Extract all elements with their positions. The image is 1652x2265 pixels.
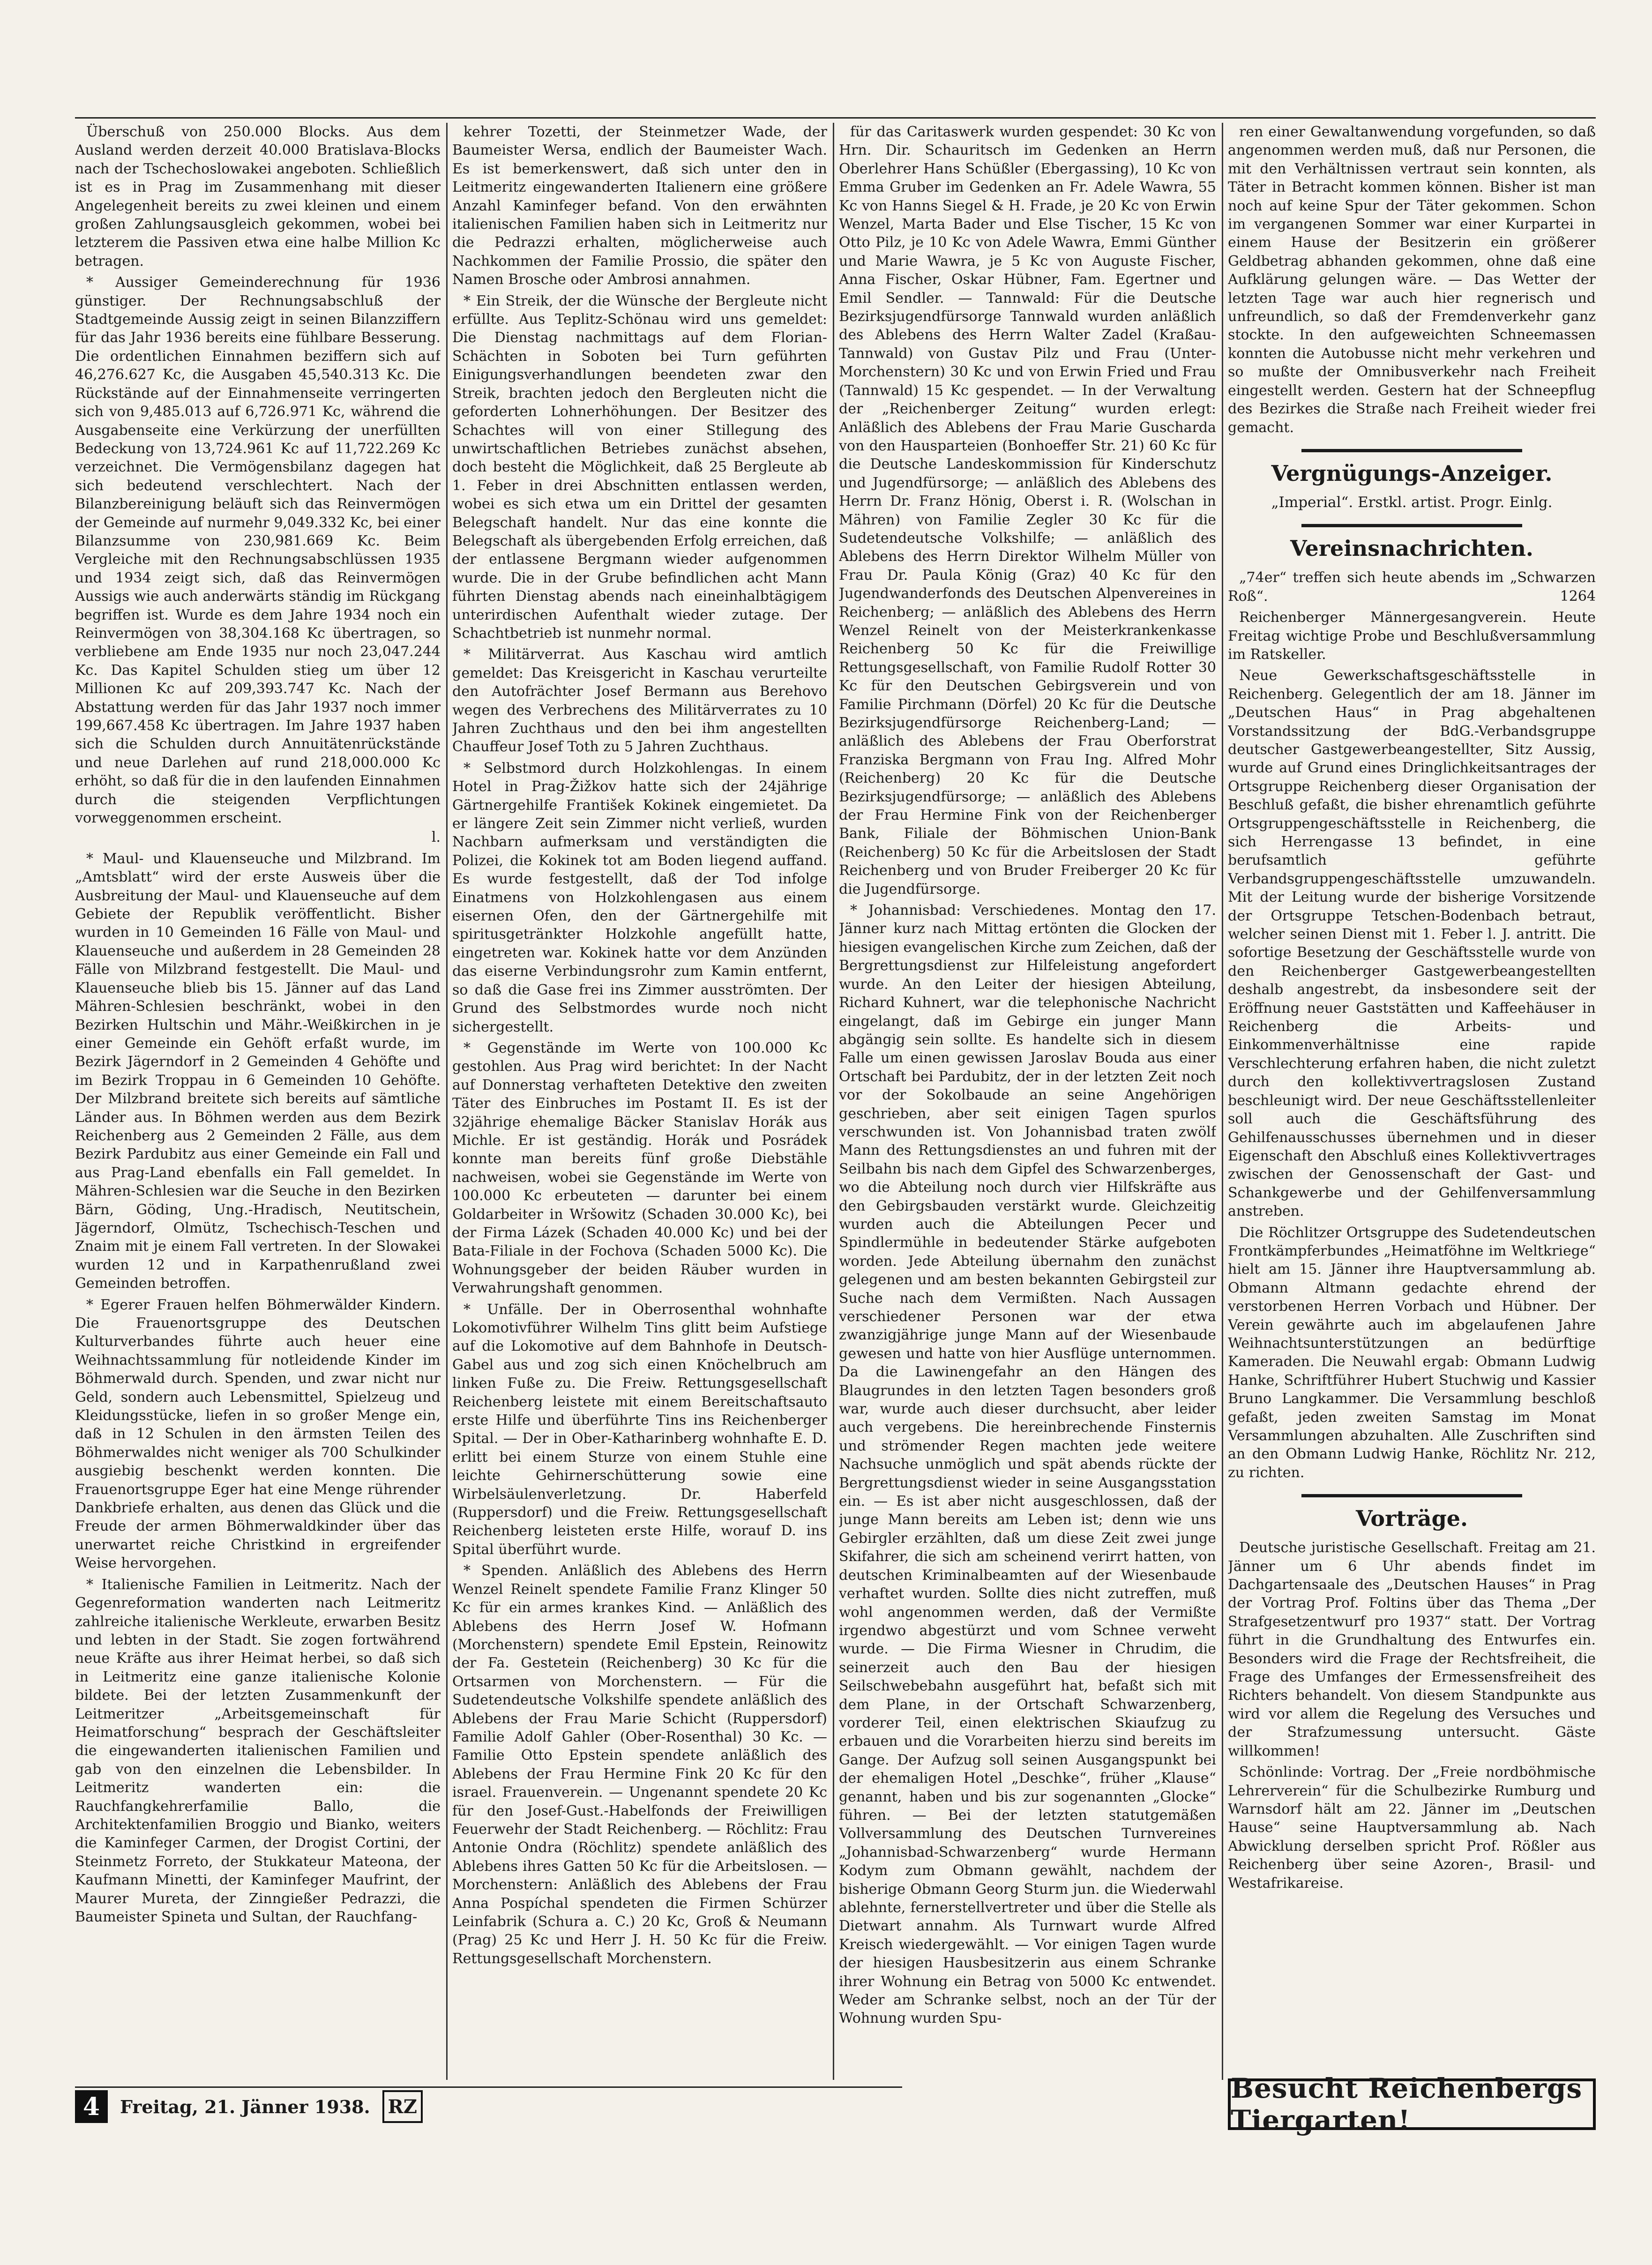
column-divider <box>1222 123 1223 2080</box>
section-heading-vortraege: Vorträge. <box>1355 1506 1468 1532</box>
page-footer <box>75 2088 423 2125</box>
notice-frontkaempferbund: Die Röchlitzer Ortsgruppe des Sudetendeutschen Frontkämpferbundes „Heimatföhne im Weltkriege“ hielt am 15. Jänner ihre Hauptversammlung ab. Obmann Altmann gedachte ehrend der verstorbenen Herren Vorbach und Hübner. Der Verein gewährte auch im abgelaufenen Jahre Weihnachtsunterstützungen an bedürftige Kameraden. Die Neuwahl ergab: Obmann Ludwig Hanke, Schriftführer Hubert Stuchwig und Kassier Bruno Langkammer. Die Versammlung beschloß gefaßt, jeden zweiten Samstag im Monat Versammlungen abzuhalten. Alle Zuschriften sind an den Obmann Ludwig Hanke, Röchlitz Nr. 212, zu richten. <box>1228 1224 1596 1481</box>
section-rule <box>1301 1494 1522 1497</box>
article-signature: l. <box>431 829 441 846</box>
article-italienische-familien: * Italienische Familien in Leitmeritz. Nach der Gegenreformation wanderten nach Leitmeritz zahlreiche italienische Werkleute, erwarben Besitz und lebten in der Stadt. Sie zogen fortwährend neue Kräfte aus ihrer Heimat herbei, so daß sich in Leitmeritz eine ganze italienische Kolonie bildete. Bei der letzten Zusammenkunft der Leitmeritzer „Arbeitsgemeinschaft für Heimatforschung“ besprach der Geschäftsleiter die eingewanderten italienischen Familien und gab von den einzelnen die Lebensbilder. In Leitmeritz wanderten ein: die Rauchfangkehrerfamilie Ballo, die Architektenfamilien Broggio und Bianko, weiters die Kaminfeger Carmen, der Drogist Cortini, der Steinmetz Forreto, der Stukkateur Mateona, der Kaufmann Minetti, der Kaminfeger Maufrint, der Maurer Mureta, der Zinngießer Pedrazzi, die Baumeister Spineta und Sultan, der Rauchfang- <box>75 1576 441 1925</box>
article-paragraph: kehrer Tozetti, der Steinmetzer Wade, der Baumeister Wersa, endlich der Baumeister Wach. Es ist bemerkenswert, daß sich unter den in Leitmeritz eingewanderten Italienern eine größere Anzahl Kaminfeger befand. Von den erwähnten italienischen Familien haben sich in Leitmeritz nur die Pedrazzi erhalten, möglicherweise auch Nachkommen der Familie Prossio, die später den Namen Brosche oder Ambrosi annahmen. <box>452 124 827 288</box>
column-1 <box>75 123 441 2080</box>
notice-schoenlinde: Schönlinde: Vortrag. Der „Freie nordböhmische Lehrerverein“ für die Schulbezirke Rumburg und Warnsdorf hält am 22. Jänner im „Deutschen Hause“ seine Hauptversammlung ab. Nach Abwicklung derselben spricht Prof. Rößler aus Reichenberg über seine Azoren-, Brasil- und Westafrikareise. <box>1228 1764 1596 1891</box>
article-aussig: * Aussiger Gemeinderechnung für 1936 günstiger. Der Rechnungsabschluß der Stadtgemeinde Aussig zeigt in seinen Bilanzziffern für das Jahr 1936 bereits eine fühlbare Besserung. Die ordentlichen Einnahmen beziffern sich auf 46,276.627 Kc, die Ausgaben 45,540.313 Kc. Die Rückstände auf der Einnahmenseite verringerten sich von 9,485.013 auf 6,726.971 Kc, während die Ausgabenseite eine Verkürzung der unerfüllten Bedeckung von 13,724.961 Kc auf 11,722.269 Kc verzeichnet. Die Vermögensbilanz dagegen hat sich bedeutend verschlechtert. Nach der Bilanzbereinigung beläuft sich das Reinvermögen der Gemeinde auf nurmehr 9,049.332 Kc, bei einer Bilanzsumme von 230,981.669 Kc. Beim Vergleiche mit den Rechnungsabschlüssen 1935 und 1934 zeigt sich, daß das Reinvermögen Aussigs wie auch anderwärts ständig im Rückgang begriffen ist. Wurde es dem Jahre 1934 noch ein Reinvermögen von 38,304.168 Kc übertragen, so verbliebene am Ende 1935 nur noch 23,047.244 Kc. Das Kapitel Schulden stieg um über 12 Millionen Kc auf 209,393.747 Kc. Nach der Abstattung werden für das Jahr 1937 noch immer 199,667.458 Kc übertragen. Im Jahre 1937 haben sich die Schulden durch Annuitätenrückstände und neue Darlehen auf rund 218,000.000 Kc erhöht, so daß für die in den laufenden Einnahmen durch die steigenden Verpflichtungen vorweggenommen erscheint. <box>75 274 441 827</box>
notice-number: 1264 <box>1560 588 1596 605</box>
article-johannisbad: * Johannisbad: Verschiedenes. Montag den 17. Jänner kurz nach Mittag ertönten die Glocken der hiesigen evangelischen Kirche zum Zeichen, daß der Bergrettungsdienst zur Hilfeleistung angefordert wurde. An den Leiter der hiesigen Abteilung, Richard Kuhnert, war die telephonische Nachricht eingelangt, daß im Gebirge ein junger Mann abgängig sein sollte. Es handelte sich in diesem Falle um einen gewissen Jaroslav Bouda aus einer Ortschaft bei Pardubitz, der in der letzten Zeit noch vor der Sokolbaude an seine Angehörigen geschrieben, aber seit einigen Tagen spurlos verschwunden ist. Von Johannisbad traten zwölf Mann des Rettungsdienstes an und fuhren mit der Seilbahn bis nach dem Gipfel des Schwarzenberges, wo die Abteilung noch durch vier Hilfskräfte aus den Gebirgsbauden verstärkt wurde. Gleichzeitig wurden auch die Abteilungen Pecer und Spindlermühle in bedeutender Stärke aufgeboten worden. Jede Abteilung übernahm den zunächst gelegenen und am besten bekannten Gebirgsteil zur Suche nach dem Vermißten. Nach Aussagen verschiedener Personen war der etwa zwanzigjährige junge Mann auf der Wiesenbaude gewesen und hatte von hier Ausflüge unternommen. Da die Lawinengefahr an den Hängen des Blaugrundes in den letzten Tagen besonders groß war, wurde auch dieser durchsucht, aber leider auch vergebens. Die hereinbrechende Finsternis und strömender Regen machten jede weitere Nachsuche unmöglich und spät abends rückte der Bergrettungsdienst wieder in seine Ausgangsstation ein. — Es ist aber nicht ausgeschlossen, daß der junge Mann bereits am Leben ist; denn wie uns Gebirgler erzählten, daß um diese Zeit zwei junge Skifahrer, die sich am scheinend verirrt hatten, von deutschen Kriminalbeamten auf der Wiesenbaude verhaftet wurden. Sollte dies nicht zutreffen, muß wohl angenommen werden, daß der Vermißte irgendwo abgestürzt und vom Schnee verweht wurde. — Die Firma Wiesner in Chrudim, die seinerzeit auch den Bau der hiesigen Seilschwebebahn ausgeführt hat, befaßt sich mit dem Plane, in der Ortschaft Schwarzenberg, vorderer Teil, einen elektrischen Skiaufzug zu erbauen und die Vorarbeiten hierzu sind bereits im Gange. Der Aufzug soll seinen Ausgangspunkt bei der ehemaligen Hotel „Deschke“, früher „Klause“ genannt, haben und bis zur sogenannten „Glocke“ führen. — Bei der letzten statutgemäßen Vollversammlung des Deutschen Turnvereines „Johannisbad-Schwarzenberg“ wurde Hermann Kodym zum Obmann gewählt, nachdem der bisherige Obmann Georg Sturm jun. die Wiederwahl ablehnte, fernerstellvertreter und über die Stelle als Dietwart annahm. Als Turnwart wurde Alfred Kreisch wiedergewählt. — Vor einigen Tagen wurde der hiesigen Hausbesitzerin aus einem Schranke ihrer Wohnung ein Betrag von 5000 Kc entwendet. Weder am Schranke selbst, noch an der Tür der Wohnung wurden Spu- <box>839 902 1216 2027</box>
column-divider <box>446 123 448 2080</box>
section-rule <box>1301 449 1522 452</box>
article-spenden: * Spenden. Anläßlich des Ablebens des Herrn Wenzel Reinelt spendete Familie Franz Klinger 50 Kc für ein armes krankes Kind. — Anläßlich des Ablebens des Herrn Josef W. Hofmann (Morchenstern) spendete Emil Epstein, Reinowitz der Fa. Gestetein (Reichenberg) 30 Kc für die Ortsarmen von Morchenstern. — Für die Sudetendeutsche Volkshilfe spendete anläßlich des Ablebens der Frau Marie Schicht (Ruppersdorf) Familie Adolf Gahler (Ober-Rosenthal) 30 Kc. — Familie Otto Epstein spendete anläßlich des Ablebens der Frau Hermine Fink 20 Kc für den israel. Frauenverein. — Ungenannt spendete 20 Kc für den Josef-Gust.-Habelfonds der Freiwilligen Feuerwehr der Stadt Reichenberg. — Röchlitz: Frau Antonie Ondra (Röchlitz) spendete anläßlich des Ablebens ihres Gatten 50 Kc für die Arbeitslosen. — Morchenstern: Anläßlich des Ablebens der Frau Anna Pospíchal spendeten die Firmen Schürzer Leinfabrik (Schura a. C.) 20 Kc, Groß & Neumann (Prag) 25 Kc und Herr J. H. 50 Kc für die Freiw. Rettungsgesellschaft Morchenstern. <box>452 1562 827 1967</box>
ad-banner-tiergarten: Besucht Reichenbergs Tiergarten! <box>1228 2078 1596 2130</box>
section-heading-vergnuegungs-anzeiger: Vergnügungs-Anzeiger. <box>1271 460 1553 486</box>
column-4 <box>1228 123 1596 2080</box>
section-rule <box>1301 524 1522 527</box>
article-egerer-frauen: * Egerer Frauen helfen Böhmerwälder Kindern. Die Frauenortsgruppe des Deutschen Kulturverbandes führte auch heuer eine Weihnachtssammlung für notleidende Kinder im Böhmerwald durch. Spenden, und zwar nicht nur Geld, sondern auch Lebensmittel, Spielzeug und Kleidungsstücke, liefen in so großer Menge ein, daß in 12 Schulen in den ärmsten Teilen des Böhmerwaldes nicht weniger als 700 Schulkinder ausgiebig beschenkt werden konnten. Die Frauenortsgruppe Eger hat eine Menge rührender Dankbriefe erhalten, aus denen das Glück und die Freude der armen Böhmerwaldkinder über das unerwartet reiche Christkind in ergreifender Weise hervorgehen. <box>75 1296 441 1572</box>
newspaper-logo: RZ <box>382 2090 423 2123</box>
column-3 <box>839 123 1216 2080</box>
notice-gewerkschaft: Neue Gewerkschaftsgeschäftsstelle in Reichenberg. Gelegentlich der am 18. Jänner im „Deutschen Haus“ in Prag abgehaltenen Vorstandssitzung der BdG.-Verbandsgruppe deutscher Gastgewerbeangestellter, Sitz Aussig, wurde auf Grund eines Dringlichkeitsantrages der Ortsgruppe Reichenberg dieser Organisation der Beschluß gefaßt, die bisher ehrenamtlich geführte Ortsgruppengeschäftsstelle in Reichenberg, die sich Herrengasse 13 befindet, in eine berufsamtlich geführte Verbandsgruppengeschäftsstelle umzuwandeln. Mit der Leitung wurde der bisherige Vorsitzende der Ortsgruppe Tetschen-Bodenbach betraut, welcher seinen Dienst mit 1. Feber l. J. antritt. Die sofortige Besetzung der Geschäftsstelle wurde von den Reichenberger Gastgewerbeangestellten deshalb angestrebt, da insbesondere seit der Eröffnung neuer Gaststätten und Kaffeehäuser in Reichenberg die Arbeits- und Einkommenverhältnisse eine rapide Verschlechterung erfahren haben, die nicht zuletzt durch den kollektivvertragslosen Zustand beschleunigt wird. Der neue Geschäftsstellenleiter soll auch die Geschäftsführung des Gehilfenausschusses übernehmen und in dieser Eigenschaft den Abschluß eines Kollektivvertrages zwischen der Genossenschaft der Gast- und Schankgewerbe und der Gehilfenversammlung anstreben. <box>1228 667 1596 1220</box>
notice-74er-text: „74er“ treffen sich heute abends im „Schwarzen Roß“. <box>1228 569 1596 605</box>
section-heading-vereinsnachrichten: Vereinsnachrichten. <box>1290 536 1533 561</box>
top-rule <box>75 117 1596 119</box>
column-2 <box>452 123 827 2080</box>
article-maul-klauenseuche: * Maul- und Klauenseuche und Milzbrand. Im „Amtsblatt“ wird der erste Ausweis über die Ausbreitung der Maul- und Klauenseuche auf dem Gebiete der Republik veröffentlicht. Bisher wurden in 10 Gemeinden 16 Fälle von Maul- und Klauenseuche und außerdem in 28 Gemeinden 28 Fälle von Milzbrand festgestellt. Die Maul- und Klauenseuche blieb bis 15. Jänner auf das Land Mähren-Schlesien beschränkt, wobei in den Bezirken Hultschin und Mähr.-Weißkirchen in je einer Gemeinde ein Gehöft erfaßt wurde, im Bezirk Jägerndorf in 2 Gemeinden 4 Gehöfte und im Bezirk Troppau in 6 Gemeinden 10 Gehöfte. Der Milzbrand breitete sich bereits auf sämtliche Länder aus. In Böhmen werden aus dem Bezirk Reichenberg aus 2 Gemeinden 2 Fälle, aus dem Bezirk Pardubitz aus einer Gemeinde ein Fall und aus Prag-Land ebenfalls ein Fall gemeldet. In Mähren-Schlesien war die Seuche in den Bezirken Bärn, Göding, Ung.-Hradisch, Neutitschein, Jägerndorf, Olmütz, Tschechisch-Teschen und Znaim mit je einem Fall vertreten. In der Slowakei wurden 12 und in Karpathenrußland zwei Gemeinden betroffen. <box>75 850 441 1292</box>
article-diebstahl: * Gegenstände im Werte von 100.000 Kc gestohlen. Aus Prag wird berichtet: In der Nacht auf Donnerstag verhafteten Detektive den zweiten Täter des Einbruches im Postamt II. Es ist der 32jährige ehemalige Bäcker Stanislav Horák aus Michle. Er ist geständig. Horák und Posrádek konnte man bereits fünf große Diebstähle nachweisen, wobei sie Gegenstände im Werte von 100.000 Kc erbeuteten — darunter bei einem Goldarbeiter in Wršowitz (Schaden 30.000 Kc), bei der Firma Lázek (Schaden 40.000 Kc) und bei der Bata-Filiale in der Fochova (Schaden 5000 Kc). Die Wohnungsgeber der beiden Räuber wurden in Verwahrungshaft genommen. <box>452 1039 827 1297</box>
article-spenden-cont: für das Caritaswerk wurden gespendet: 30 Kc von Hrn. Dir. Schauritsch im Gedenken an Herrn Oberlehrer Hans Schüßler (Ebergassing), 10 Kc von Emma Gruber im Gedenken an Fr. Adele Wawra, 55 Kc von Hanns Siegel & H. Frade, je 20 Kc von Erwin Wenzel, Marta Bader und Else Tischer, 15 Kc von Otto Pilz, je 10 Kc von Adele Wawra, Emmi Günther und Marie Wawra, je 5 Kc von Auguste Fischer, Anna Fischer, Oskar Hübner, Fam. Egertner und Emil Sendler. — Tannwald: Für die Deutsche Bezirksjugendfürsorge Tannwald wurden anläßlich des Ablebens des Herrn Walter Zadel (Kraßau-Tannwald) von Gustav Pilz und Frau (Unter-Morchenstern) 30 Kc und von Erwin Fried und Frau (Tannwald) 15 Kc gespendet. — In der Verwaltung der „Reichenberger Zeitung“ wurden erlegt: Anläßlich des Ablebens der Frau Marie Guscharda von den Hausparteien (Bonhoeffer Str. 21) 60 Kc für die Deutsche Landeskommission für Kinderschutz und Jugendfürsorge; — anläßlich des Ablebens des Herrn Dr. Franz Hönig, Oberst i. R. (Wolschan in Mähren) von Familie Zegler 30 Kc für die Sudetendeutsche Volkshilfe; — anläßlich des Ablebens des Herrn Direktor Wilhelm Müller von Frau Dr. Paula König (Graz) 40 Kc für den Jugendwanderfonds des Deutschen Alpenvereines in Reichenberg; — anläßlich des Ablebens des Herrn Wenzel Reinelt von der Meisterkrankenkasse Reichenberg 50 Kc für die Freiwillige Rettungsgesellschaft, von Familie Rudolf Rotter 30 Kc für den Deutschen Gebirgsverein und von Familie Pirchmann (Dörfel) 20 Kc für die Deutsche Bezirksjugendfürsorge Reichenberg-Land; — anläßlich des Ablebens der Frau Oberforstrat Franziska Bergmann von Frau Ing. Alfred Mohr (Reichenberg) 20 Kc für die Deutsche Bezirksjugendfürsorge; — anläßlich des Ablebens der Frau Hermine Fink von der Reichenberger Bank, Filiale der Böhmischen Union-Bank (Reichenberg) 50 Kc für die Arbeitslosen der Stadt Reichenberg und von Bruder Freiberger 20 Kc für die Jugendfürsorge. <box>839 124 1216 897</box>
article-paragraph: Überschuß von 250.000 Blocks. Aus dem Ausland werden derzeit 40.000 Bratislava-Blocks nach der Tschechoslowakei angeboten. Schließlich ist es in Prag im Zusammenhang mit dieser Angelegenheit bereits zu zwei kleinen und einem großen Zahlungsausgleich gekommen, wobei bei letzterem die Passiven etwa eine halbe Million Kc betragen. <box>75 124 441 269</box>
column-divider <box>833 123 834 2080</box>
ad-imperial: „Imperial“. Erstkl. artist. Progr. Einlg. <box>1271 493 1553 511</box>
notice-74er <box>1228 568 1596 605</box>
article-johannisbad-cont: ren einer Gewaltanwendung vorgefunden, so daß angenommen werden muß, daß nur Personen, die mit den Verhältnissen vertraut sein konnten, als Täter in Betracht kommen können. Bisher ist man noch auf keine Spur der Täter gekommen. Schon im vergangenen Sommer war einer Kurpartei in einem Hause der Besitzerin ein größerer Geldbetrag abhanden gekommen, ohne daß eine Aufklärung gelungen wäre. — Das Wetter der letzten Tage war auch hier regnerisch und unfreundlich, so daß der Fremdenverkehr ganz stockte. In den aufgeweichten Schneemassen konnten die Autobusse nicht mehr verkehren und so mußte der Omnibusverkehr nach Freiheit eingestellt werden. Gestern hat der Schneepflug des Bezirkes die Straße nach Freiheit wieder frei gemacht. <box>1228 124 1596 436</box>
article-unfaelle: * Unfälle. Der in Oberrosenthal wohnhafte Lokomotivführer Wilhelm Tins glitt beim Aufstiege auf die Lokomotive auf dem Bahnhofe in Deutsch-Gabel aus und zog sich einen Knöchelbruch am linken Fuße zu. Die Freiw. Rettungsgesellschaft Reichenberg leistete mit einem Bereitschaftsauto erste Hilfe und überführte Tins ins Reichenberger Spital. — Der in Ober-Katharinberg wohnhafte E. D. erlitt bei einem Sturze von einem Stuhle eine leichte Gehirnerschütterung sowie eine Wirbelsäulenverletzung. Dr. Haberfeld (Ruppersdorf) und die Freiw. Rettungsgesellschaft Reichenberg leisteten erste Hilfe, worauf D. ins Spital überführt wurde. <box>452 1301 827 1558</box>
article-militaerverrat: * Militärverrat. Aus Kaschau wird amtlich gemeldet: Das Kreisgericht in Kaschau verurteilte den Autofrächter Josef Bermann aus Berehovo wegen des Verbrechens des Militärverrates zu 10 Jahren Zuchthaus und den bei ihm angestellten Chauffeur Josef Toth zu 5 Jahren Zuchthaus. <box>452 646 827 755</box>
article-streik: * Ein Streik, der die Wünsche der Bergleute nicht erfüllte. Aus Teplitz-Schönau wird uns gemeldet: Die Dienstag nachmittags auf dem Florian-Schächten in Soboten bei Turn geführten Einigungsverhandlungen beendeten zwar den Streik, brachten jedoch den Bergleuten nicht die geforderten Lohnerhöhungen. Der Besitzer des Schachtes will von einer Stillegung des unwirtschaftlichen Betriebes zunächst absehen, doch besteht die Möglichkeit, daß 25 Bergleute ab 1. Feber in drei Abschnitten entlassen werden, wobei es sich etwa um ein Drittel der gesamten Belegschaft handelt. Nur das eine konnte die Belegschaft als übergebenden Erfolg erreichen, daß der entlassene Bergmann wieder aufgenommen wurde. Die in der Grube befindlichen acht Mann führten Dienstag abends nach eineinhalbtägigem unterirdischen Aufenthalt wieder zutage. Der Schachtbetrieb ist nunmehr normal. <box>452 292 827 642</box>
issue-date: Freitag, 21. Jänner 1938. <box>120 2096 370 2117</box>
notice-juristische-gesellschaft: Deutsche juristische Gesellschaft. Freitag am 21. Jänner um 6 Uhr abends findet im Dachgartensaale des „Deutschen Hauses“ in Prag der Vortrag Prof. Foltins über das Thema „Der Strafgesetzentwurf pro 1937“ statt. Der Vortrag führt in die Grundhaltung des Entwurfes ein. Besonders wird die Frage der Rechtsfreiheit, die Frage des Umfanges der Ermessensfreiheit des Richters behandelt. Von diesem Standpunkte aus wird vor allem die Regelung des Versuches und der Strafzumessung untersucht. Gäste willkommen! <box>1228 1540 1596 1759</box>
page-number: 4 <box>75 2090 108 2123</box>
notice-maennergesangverein: Reichenberger Männergesangverein. Heute Freitag wichtige Probe und Beschlußversammlung im Ratskeller. <box>1228 609 1596 663</box>
article-selbstmord: * Selbstmord durch Holzkohlengas. In einem Hotel in Prag-Žižkov hatte sich der 24jährige Gärtnergehilfe František Kokinek eingemietet. Da er längere Zeit sein Zimmer nicht verließ, wurden Nachbarn aufmerksam und verständigten die Polizei, die Kokinek tot am Boden liegend auffand. Es wurde festgestellt, daß der Tod infolge Einatmens von Holzkohlengasen aus einem eisernen Ofen, den der Gärtnergehilfe mit spiritusgetränkter Holzkohle angefüllt hatte, eingetreten war. Kokinek hatte vor dem Anzünden das eiserne Verbindungsrohr zum Kamin entfernt, so daß die Gase frei ins Zimmer ausströmten. Der Grund des Selbstmordes wurde noch nicht sichergestellt. <box>452 760 827 1035</box>
